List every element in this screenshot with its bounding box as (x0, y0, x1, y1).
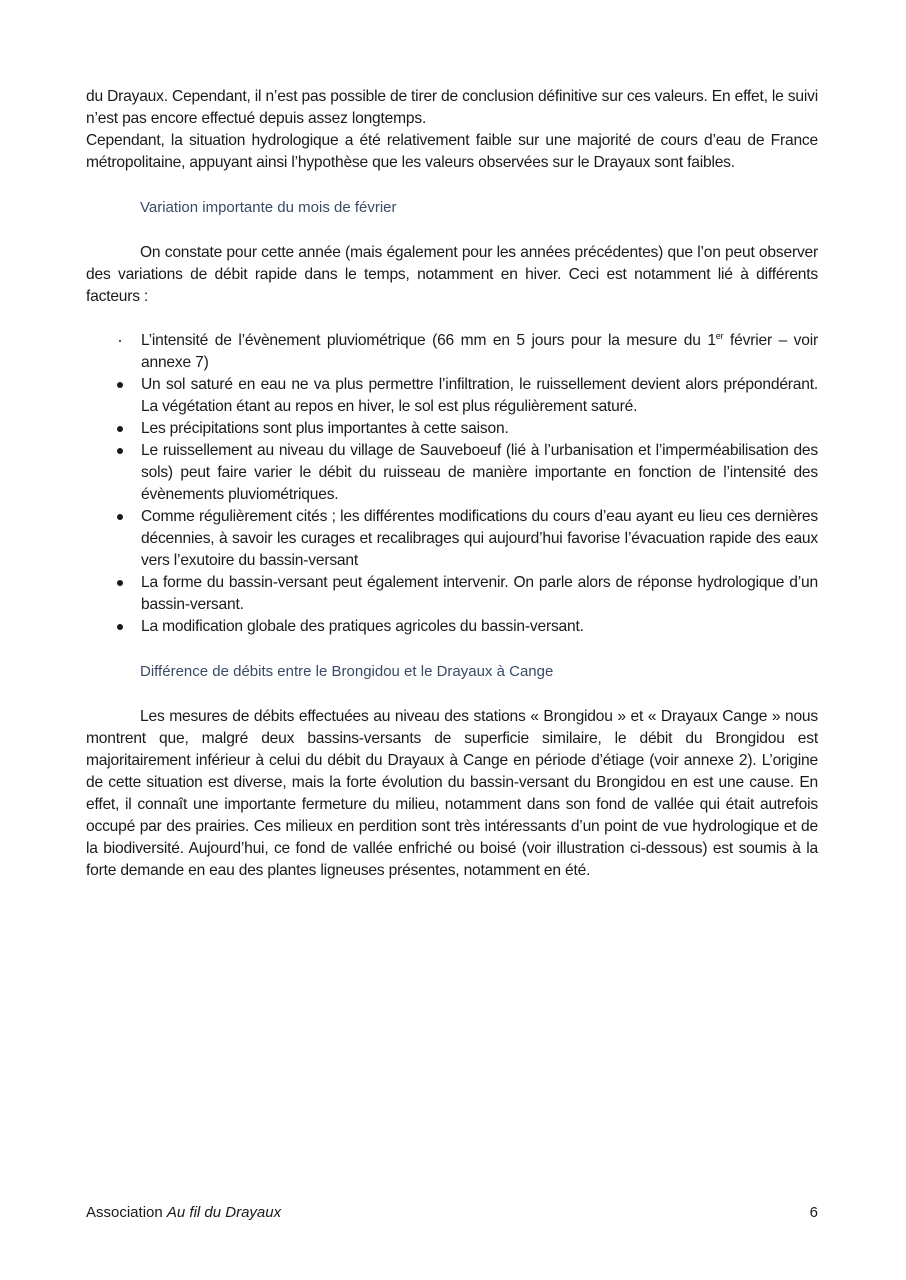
list-item: Les précipitations sont plus importantes à cette saison. (141, 420, 509, 437)
list-item: La forme du bassin-versant peut également intervenir. On parle alors de réponse hydrologique d’un bassin-versant. (141, 574, 818, 613)
intro-paragraph-2: Cependant, la situation hydrologique a été relativement faible sur une majorité de cours d’eau de France métropolitaine, appuyant ainsi l’hypothèse que les valeurs observées sur le Drayaux sont faibles. (86, 132, 818, 171)
section-2-paragraph: Les mesures de débits effectuées au niveau des stations « Brongidou » et « Drayaux Cange » nous montrent que, malgré deux bassins-versants de superficie similaire, le débit du Brongidou est majoritairement inférieur à celui du débit du Drayaux à Cange en période d’étiage (voir annexe 2). L’origine de cette situation est diverse, mais la forte évolution du bassin-versant du Brongidou en est une cause. En effet, il connaît une importante fermeture du milieu, notamment dans son fond de vallée qui était autrefois occupé par des prairies. Ces milieux en perdition sont très intéressants d’un point de vue hydrologique et de la biodiversité. Aujourd’hui, ce fond de vallée enfriché ou boisé (voir illustration ci-dessous) est soumis à la forte demande en eau des plantes ligneuses présentes, notamment en été. (86, 708, 818, 879)
factors-list (86, 330, 818, 638)
section-heading-february: Variation importante du mois de février (140, 199, 397, 216)
intro-paragraph-1: du Drayaux. Cependant, il n’est pas possible de tirer de conclusion définitive sur ces valeurs. En effet, le suivi n’est pas encore effectué depuis assez longtemps. (86, 88, 818, 127)
footer-association: Association Au fil du Drayaux (86, 1204, 282, 1221)
page-number: 6 (809, 1204, 818, 1221)
section-heading-debits: Différence de débits entre le Brongidou et le Drayaux à Cange (140, 663, 554, 680)
superscript: er (715, 330, 724, 341)
document-page (86, 86, 818, 882)
section-1-paragraph: On constate pour cette année (mais également pour les années précédentes) que l’on peut observer des variations de débit rapide dans le temps, notamment en hiver. Ceci est notamment lié à différents facteurs : (86, 244, 818, 305)
association-name: Au fil du Drayaux (166, 1204, 282, 1221)
list-item: La modification globale des pratiques agricoles du bassin-versant. (141, 618, 584, 635)
list-item: Comme régulièrement cités ; les différentes modifications du cours d’eau ayant eu lieu ces dernières décennies, à savoir les curages et recalibrages qui aujourd’hui favorise l’évacuation rapide des eaux vers l’exutoire du bassin-versant (141, 508, 818, 569)
list-item: Un sol saturé en eau ne va plus permettre l’infiltration, le ruissellement devient alors prépondérant. La végétation étant au repos en hiver, le sol est plus régulièrement saturé. (141, 376, 818, 415)
list-item: Le ruissellement au niveau du village de Sauveboeuf (lié à l’urbanisation et l’imperméabilisation des sols) peut faire varier le débit du ruisseau de manière importante en fonction de l’intensité des évènements pluviométriques. (141, 442, 818, 503)
page-footer (86, 1204, 818, 1221)
spacer (86, 308, 818, 330)
list-item: L’intensité de l’évènement pluviométrique (66 mm en 5 jours pour la mesure du 1er février – voir annexe 7) (141, 330, 818, 371)
